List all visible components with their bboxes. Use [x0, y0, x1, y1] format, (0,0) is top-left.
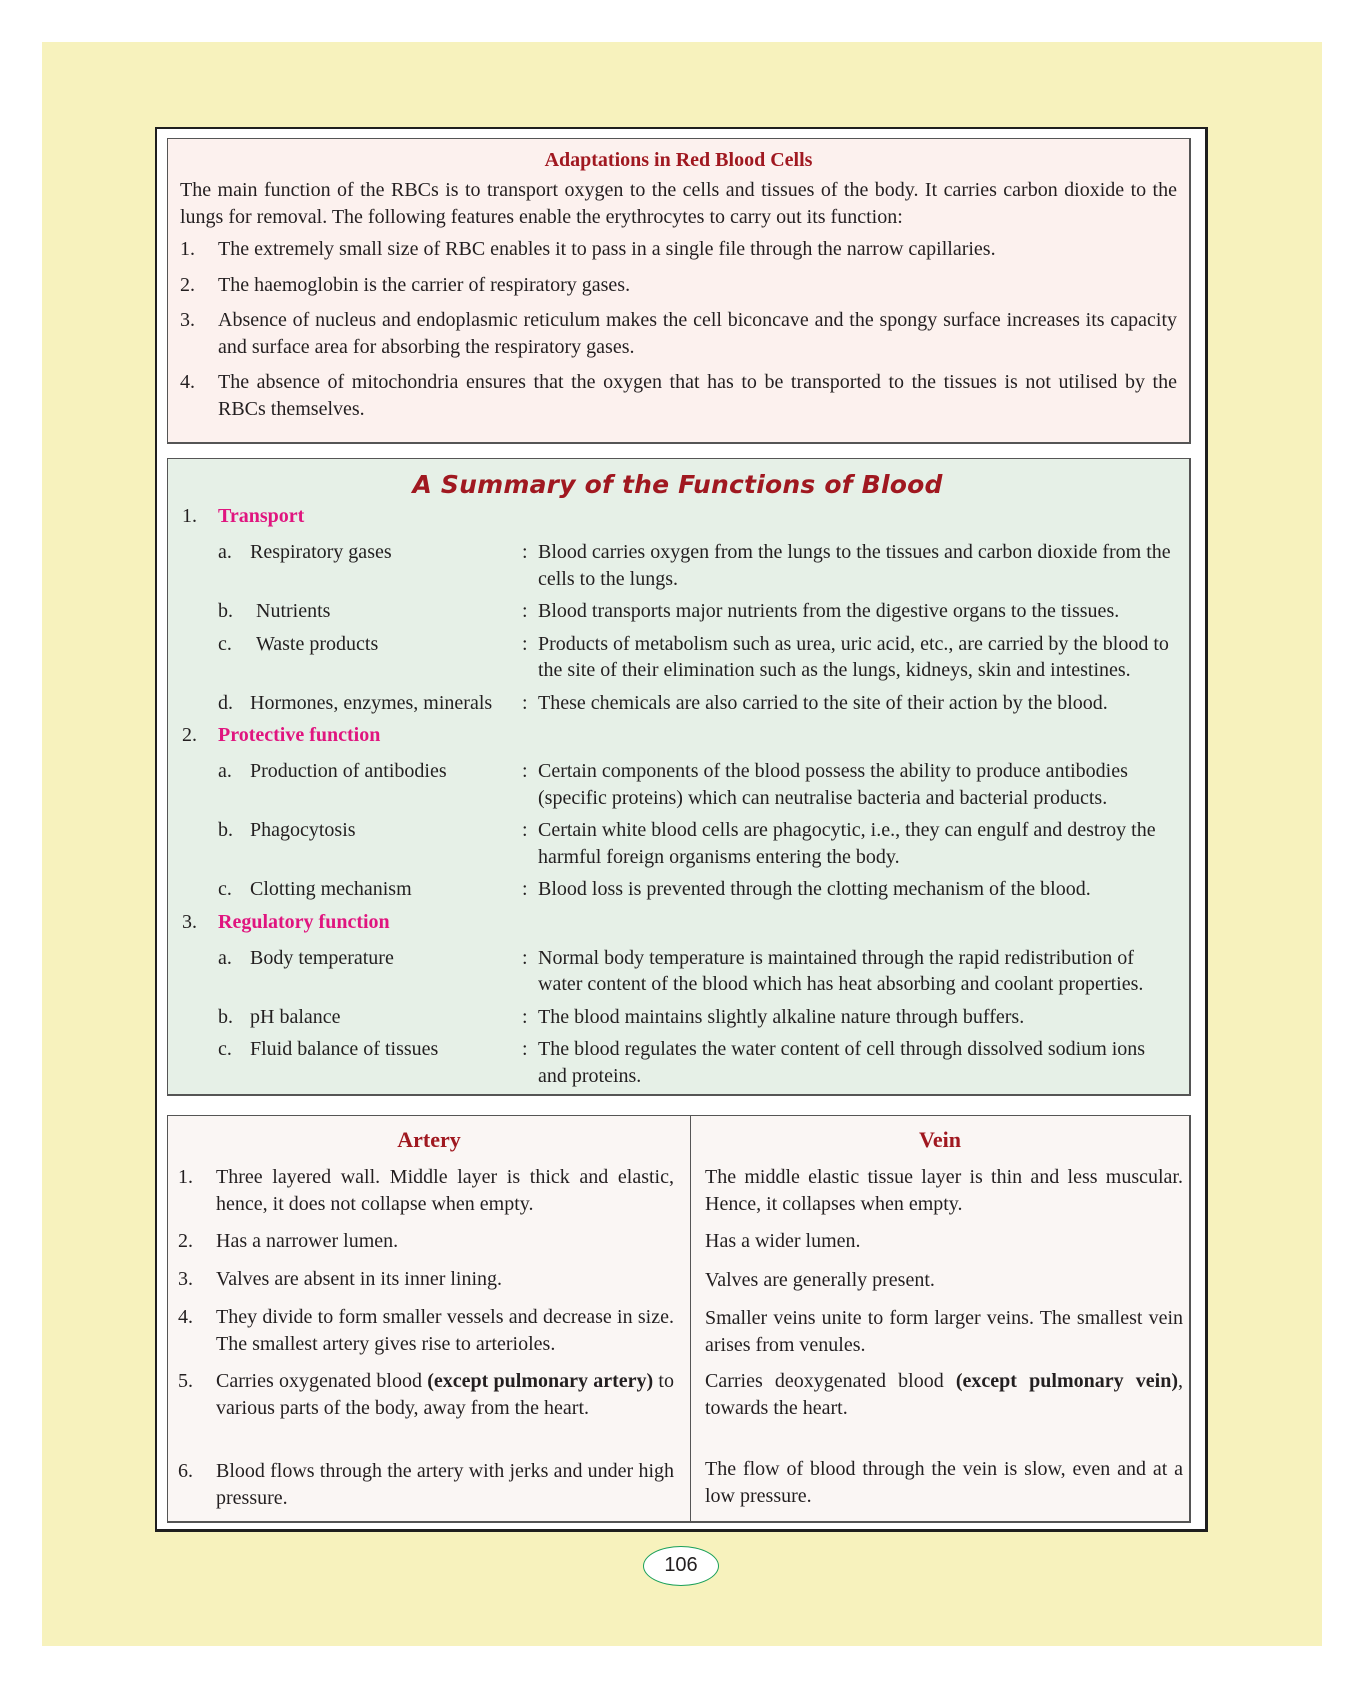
row-letter: c.: [218, 878, 232, 900]
section-heading-regulatory: [176, 909, 1179, 935]
table-cell-vein: The flow of blood through the vein is slow, even and at a low pressure.: [705, 1458, 1183, 1507]
list-item-text: The absence of mitochondria ensures that the oxygen that has to be transported to the tissues is not utilised by the RBCs themselves.: [218, 371, 1177, 420]
cell-text: Has a narrower lumen.: [216, 1230, 399, 1252]
row-description: Blood carries oxygen from the lungs to the tissues and carbon dioxide from the cells to the lungs.: [538, 541, 1171, 590]
row-colon: :: [522, 878, 528, 900]
row-term: Respiratory gases: [250, 541, 392, 563]
row-description: The blood regulates the water content of cell through dissolved sodium ions and proteins.: [538, 1038, 1146, 1087]
vein-header: Vein: [919, 1127, 961, 1152]
row-description: Certain white blood cells are phagocytic, i.e., they can engulf and destroy the harmful foreign organisms entering the body.: [538, 819, 1156, 868]
rbc-box-title: Adaptations in Red Blood Cells: [544, 149, 813, 171]
row-colon: :: [522, 541, 528, 563]
list-item: [180, 369, 1177, 422]
row-description: Normal body temperature is maintained through the rapid redistribution of water content of the blood which has heat absorbing and coolant properties.: [538, 946, 1144, 995]
row-letter: a.: [218, 760, 232, 782]
table-cell-artery: [178, 1228, 674, 1255]
row-letter: d.: [218, 691, 233, 714]
section-title: Transport: [218, 505, 305, 527]
row-term: Clotting mechanism: [250, 878, 412, 900]
vein-column: [691, 1116, 1189, 1521]
row-description: Blood loss is prevented through the clotting mechanism of the blood.: [538, 878, 1091, 900]
row-number: 6.: [178, 1460, 193, 1482]
row-letter: a.: [218, 541, 232, 563]
page-number: 106: [643, 1546, 719, 1586]
list-item: [180, 307, 1177, 360]
function-row: [176, 1036, 1179, 1089]
list-item-number: 1.: [180, 238, 195, 260]
row-number: 1.: [178, 1166, 193, 1188]
row-colon: :: [522, 632, 528, 655]
cell-text: They divide to form smaller vessels and decrease in size. The smallest artery gives rise to arterioles.: [216, 1306, 674, 1355]
cell-text-part: , towards the heart.: [705, 1370, 1183, 1419]
list-item-number: 2.: [180, 273, 195, 296]
function-row: [176, 876, 1179, 903]
list-item: [180, 272, 1177, 299]
section-number: 1.: [182, 505, 197, 527]
row-letter: a.: [218, 946, 232, 969]
row-colon: :: [522, 946, 528, 969]
row-colon: :: [522, 600, 528, 622]
section-number: 3.: [182, 910, 197, 933]
row-letter: c.: [218, 1038, 232, 1060]
row-colon: :: [522, 691, 528, 714]
row-colon: :: [522, 1005, 528, 1028]
cell-text-bold: (except pulmonary artery): [427, 1370, 654, 1392]
function-row: [176, 631, 1179, 684]
row-colon: :: [522, 760, 528, 782]
row-description: These chemicals are also carried to the site of their action by the blood.: [538, 691, 1108, 714]
artery-column: [168, 1116, 691, 1521]
row-number: 3.: [178, 1268, 193, 1290]
function-row: [176, 539, 1179, 592]
section-heading-protective: [176, 722, 1179, 748]
table-cell-artery: [178, 1458, 674, 1511]
cell-text: Valves are absent in its inner lining.: [216, 1268, 503, 1290]
table-cell-vein: Has a wider lumen.: [705, 1230, 861, 1252]
row-term: Waste products: [256, 632, 379, 655]
row-letter: b.: [218, 1005, 233, 1028]
row-colon: :: [522, 819, 528, 841]
row-description: Products of metabolism such as urea, uric acid, etc., are carried by the blood to the site of their elimination such as the lungs, kidneys, skin and intestines.: [538, 632, 1169, 681]
cell-text: [216, 1368, 674, 1421]
row-colon: :: [522, 1038, 528, 1060]
row-term: Production of antibodies: [250, 760, 447, 782]
row-letter: c.: [218, 632, 232, 655]
function-row: [176, 817, 1179, 870]
rbc-box-intro: The main function of the RBCs is to transport oxygen to the cells and tissues of the body. It carries carbon dioxide to the lungs for removal. The following features enable the erythrocytes to carry out its function:: [180, 179, 1177, 228]
table-cell-vein: Valves are generally present.: [705, 1269, 935, 1291]
cell-text: Three layered wall. Middle layer is thick and elastic, hence, it does not collapse when empty.: [216, 1166, 674, 1215]
row-number: 5.: [178, 1370, 193, 1392]
table-cell-artery: [178, 1266, 674, 1293]
row-letter: b.: [218, 819, 233, 841]
row-term: Nutrients: [256, 600, 331, 622]
summary-box-title: A Summary of the Functions of Blood: [412, 470, 943, 499]
row-description: The blood maintains slightly alkaline nature through buffers.: [538, 1005, 1025, 1028]
function-row: [176, 945, 1179, 998]
row-term: Phagocytosis: [250, 819, 356, 841]
rbc-adaptations-box: [167, 138, 1191, 444]
table-cell-artery: [178, 1164, 674, 1217]
table-cell-vein: Smaller veins unite to form larger veins. The smallest vein arises from venules.: [705, 1307, 1183, 1356]
list-item-text: The extremely small size of RBC enables it to pass in a single file through the narrow capillaries.: [218, 238, 996, 260]
table-cell-artery: [178, 1304, 674, 1357]
row-term: pH balance: [250, 1005, 341, 1028]
list-item-text: Absence of nucleus and endoplasmic reticulum makes the cell biconcave and the spongy surface increases its capacity and surface area for absorbing the respiratory gases.: [218, 309, 1177, 358]
list-item: [180, 236, 1177, 263]
cell-text-part: Carries deoxygenated blood: [705, 1370, 956, 1392]
artery-vein-table: [167, 1115, 1191, 1523]
list-item-text: The haemoglobin is the carrier of respiratory gases.: [218, 273, 631, 296]
section-heading-transport: [176, 503, 1179, 529]
function-row: [176, 598, 1179, 625]
table-cell-vein: The middle elastic tissue layer is thin and less muscular. Hence, it collapses when empty.: [705, 1166, 1183, 1215]
row-description: Blood transports major nutrients from the digestive organs to the tissues.: [538, 600, 1120, 622]
list-item-number: 3.: [180, 309, 195, 331]
table-cell-artery: [178, 1368, 674, 1421]
section-title: Regulatory function: [218, 910, 390, 933]
artery-header: Artery: [397, 1127, 461, 1152]
row-term: Fluid balance of tissues: [250, 1038, 439, 1060]
cell-text-part: to various parts of the body, away from the heart.: [216, 1370, 674, 1419]
function-row: [176, 690, 1179, 717]
blood-functions-summary-box: [167, 458, 1191, 1096]
cell-text-bold: (except pulmonary vein): [955, 1370, 1178, 1392]
row-number: 4.: [178, 1306, 193, 1328]
content-frame: [155, 127, 1208, 1532]
section-title: Protective function: [218, 724, 381, 746]
table-cell-vein: [705, 1368, 1183, 1421]
function-row: [176, 758, 1179, 811]
row-number: 2.: [178, 1230, 193, 1252]
row-term: Hormones, enzymes, minerals: [250, 691, 493, 714]
cell-text: Blood flows through the artery with jerks and under high pressure.: [216, 1460, 674, 1509]
row-description: Certain components of the blood possess the ability to produce antibodies (specific proteins) which can neutralise bacteria and bacterial products.: [538, 760, 1128, 809]
row-letter: b.: [218, 600, 233, 622]
function-row: [176, 1004, 1179, 1031]
row-term: Body temperature: [250, 946, 394, 969]
cell-text-part: Carries oxygenated blood: [216, 1370, 428, 1392]
section-number: 2.: [182, 724, 197, 746]
list-item-number: 4.: [180, 371, 195, 393]
